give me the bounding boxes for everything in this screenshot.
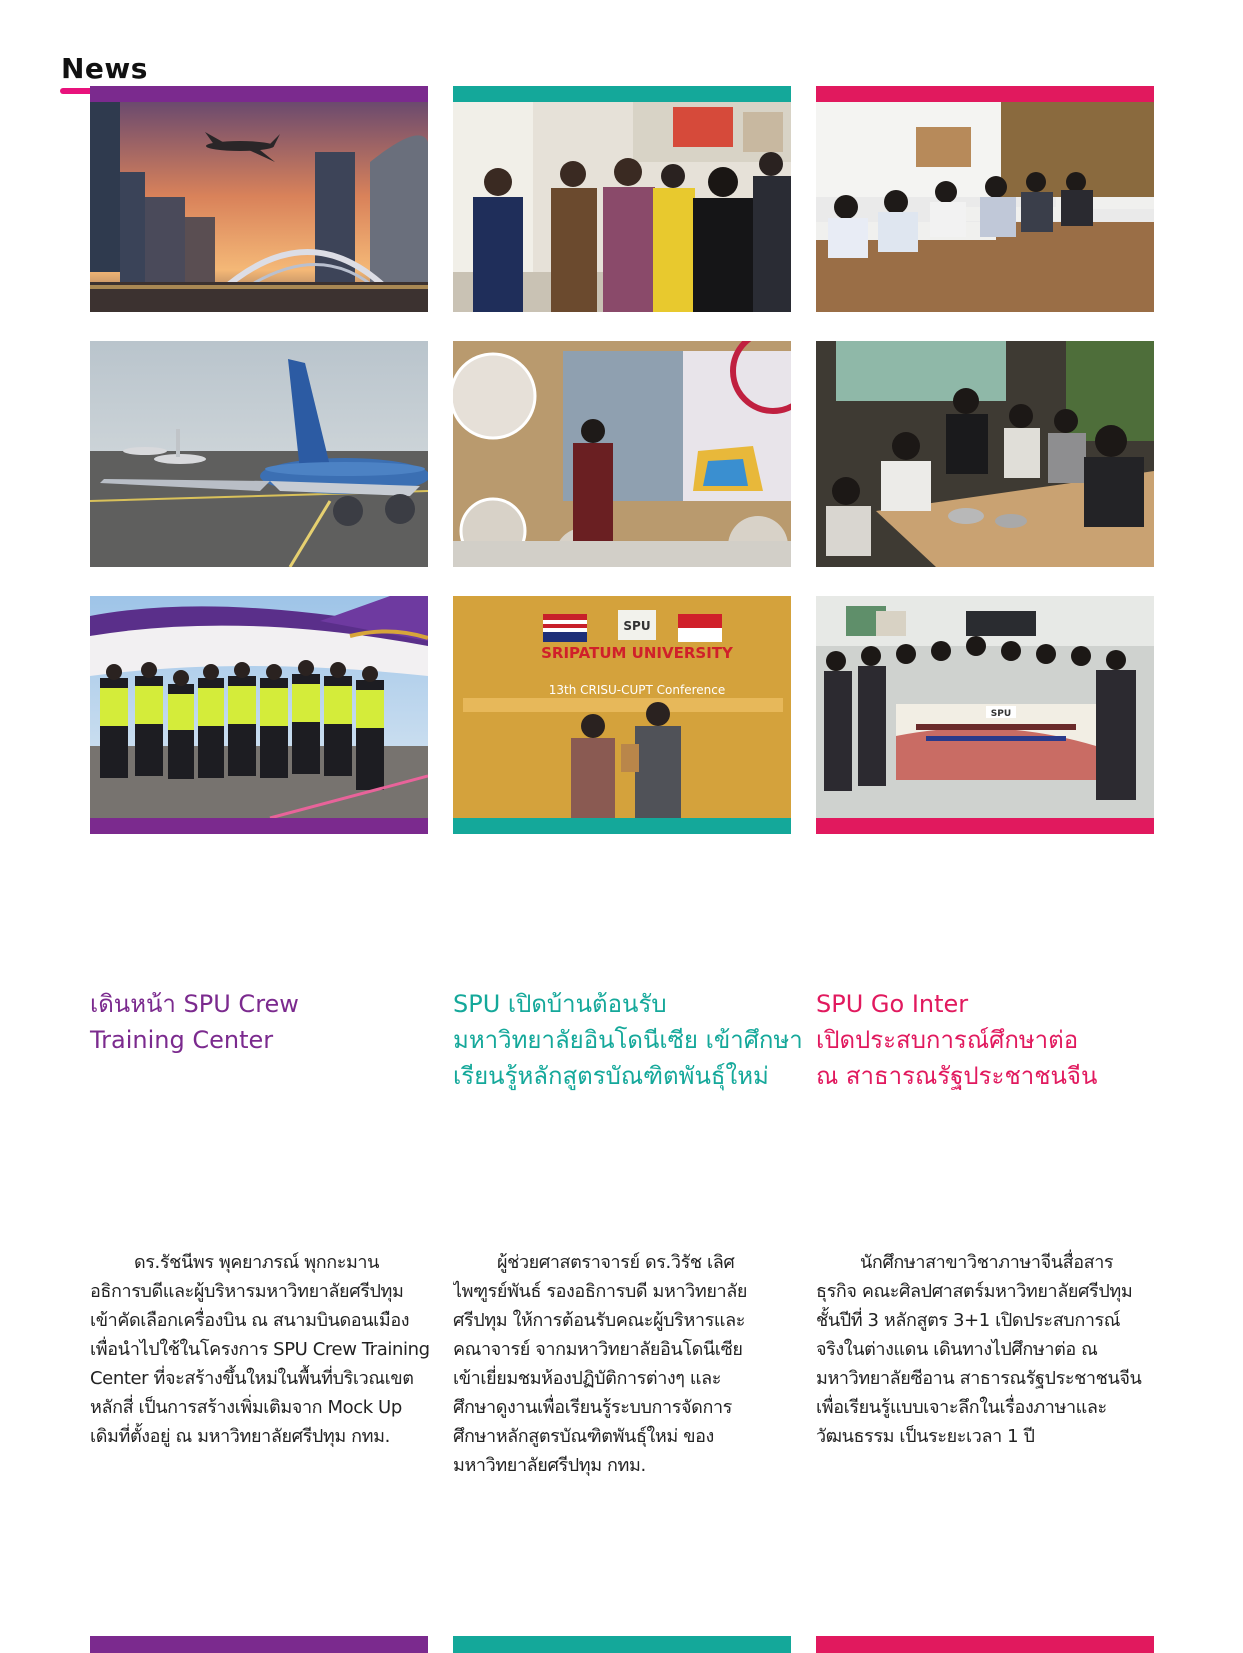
article-3-title: [816, 986, 1161, 1094]
svg-text:SPU: SPU: [990, 709, 1012, 719]
article-2-title-line: เรียนรู้หลักสูตรบัณฑิตพันธุ์ใหม่: [453, 1062, 769, 1090]
top-bar-purple: [90, 86, 428, 102]
top-bar-teal: [453, 86, 791, 102]
photo-presentation-collage: [453, 341, 791, 567]
body-line: ชั้นปีที่ 3 หลักสูตร 3+1 เปิดประสบการณ์: [816, 1310, 1121, 1331]
article-3-title-line: ณ สาธารณรัฐประชาชนจีน: [816, 1062, 1098, 1090]
backdrop-badge-text: SPU: [623, 619, 651, 633]
article-3-title-line: เปิดประสบการณ์ศึกษาต่อ: [816, 1026, 1079, 1054]
body-line: Center ที่จะสร้างขึ้นใหม่ในพื้นที่บริเวณเขต: [90, 1368, 414, 1389]
photo-jet-runway: [90, 341, 428, 567]
body-line: อธิการบดีและผู้บริหารมหาวิทยาลัยศรีปทุม: [90, 1281, 404, 1302]
footer-bar-pink: [816, 1636, 1154, 1653]
photo-students-banner: [816, 596, 1154, 818]
body-line: ไพฑูรย์พันธ์ รองอธิการบดี มหาวิทยาลัย: [453, 1281, 747, 1302]
body-line: คณาจารย์ จากมหาวิทยาลัยอินโดนีเซีย: [453, 1339, 743, 1360]
body-line: ดร.รัชนีพร พุคยาภรณ์ พุกกะมาน: [134, 1252, 380, 1273]
article-1-body: [90, 1248, 430, 1451]
body-line: เข้าเยี่ยมชมห้องปฏิบัติการต่างๆ และ: [453, 1368, 721, 1389]
grid-bar-teal: [453, 818, 791, 834]
article-3-body: [816, 1248, 1156, 1451]
body-line: มหาวิทยาลัยซีอาน สาธารณรัฐประชาชนจีน: [816, 1368, 1142, 1389]
body-line: ศรีปทุม ให้การต้อนรับคณะผู้บริหารและ: [453, 1310, 745, 1331]
article-2-body: [453, 1248, 793, 1480]
body-line: นักศึกษาสาขาวิชาภาษาจีนสื่อสาร: [860, 1252, 1114, 1273]
backdrop-conference-text: 13th CRISU-CUPT Conference: [548, 683, 726, 697]
grid-bar-purple: [90, 818, 428, 834]
footer-bar-teal: [453, 1636, 791, 1653]
top-bar-pink: [816, 86, 1154, 102]
article-3-title-line: SPU Go Inter: [816, 990, 969, 1018]
body-line: เพื่อเรียนรู้แบบเจาะลึกในเรื่องภาษาและ: [816, 1397, 1107, 1418]
photo-city-sunset: [90, 102, 428, 312]
body-line: วัฒนธรรม เป็นระยะเวลา 1 ปี: [816, 1426, 1035, 1447]
body-line: ธุรกิจ คณะศิลปศาสตร์มหาวิทยาลัยศรีปทุม: [816, 1281, 1133, 1302]
article-1-title-line: Training Center: [90, 1026, 274, 1054]
body-line: ผู้ช่วยศาสตราจารย์ ดร.วิรัช เลิศ: [497, 1252, 735, 1273]
footer-bar-purple: [90, 1636, 428, 1653]
body-line: เพื่อนำไปใช้ในโครงการ SPU Crew Training: [90, 1339, 430, 1360]
article-2-title-line: SPU เปิดบ้านต้อนรับ: [453, 990, 667, 1018]
photo-student-workshop: [816, 341, 1154, 567]
article-1-title: [90, 986, 435, 1058]
body-line: หลักสี่ เป็นการสร้างเพิ่มเติมจาก Mock Up: [90, 1397, 402, 1418]
photo-crew-vests: [90, 596, 428, 818]
article-2-title: [453, 986, 803, 1094]
body-line: ศึกษาดูงานเพื่อเรียนรู้ระบบการจัดการ: [453, 1397, 732, 1418]
section-heading: News: [61, 52, 148, 85]
photo-delegation-tour: [453, 102, 791, 312]
photo-classroom-students: [816, 102, 1154, 312]
photo-handover-ceremony: [453, 596, 791, 818]
body-line: เดิมที่ตั้งอยู่ ณ มหาวิทยาลัยศรีปทุม กทม.: [90, 1426, 390, 1447]
body-line: ศึกษาหลักสูตรบัณฑิตพันธุ์ใหม่ ของ: [453, 1426, 714, 1447]
article-2-title-line: มหาวิทยาลัยอินโดนีเซีย เข้าศึกษา: [453, 1026, 803, 1054]
article-1-title-line: เดินหน้า SPU Crew: [90, 990, 299, 1018]
grid-bar-pink: [816, 818, 1154, 834]
body-line: มหาวิทยาลัยศรีปทุม กทม.: [453, 1455, 646, 1476]
body-line: จริงในต่างแดน เดินทางไปศึกษาต่อ ณ: [816, 1339, 1098, 1360]
body-line: เข้าคัดเลือกเครื่องบิน ณ สนามบินดอนเมือง: [90, 1310, 410, 1331]
backdrop-university-text: SRIPATUM UNIVERSITY: [541, 644, 733, 662]
